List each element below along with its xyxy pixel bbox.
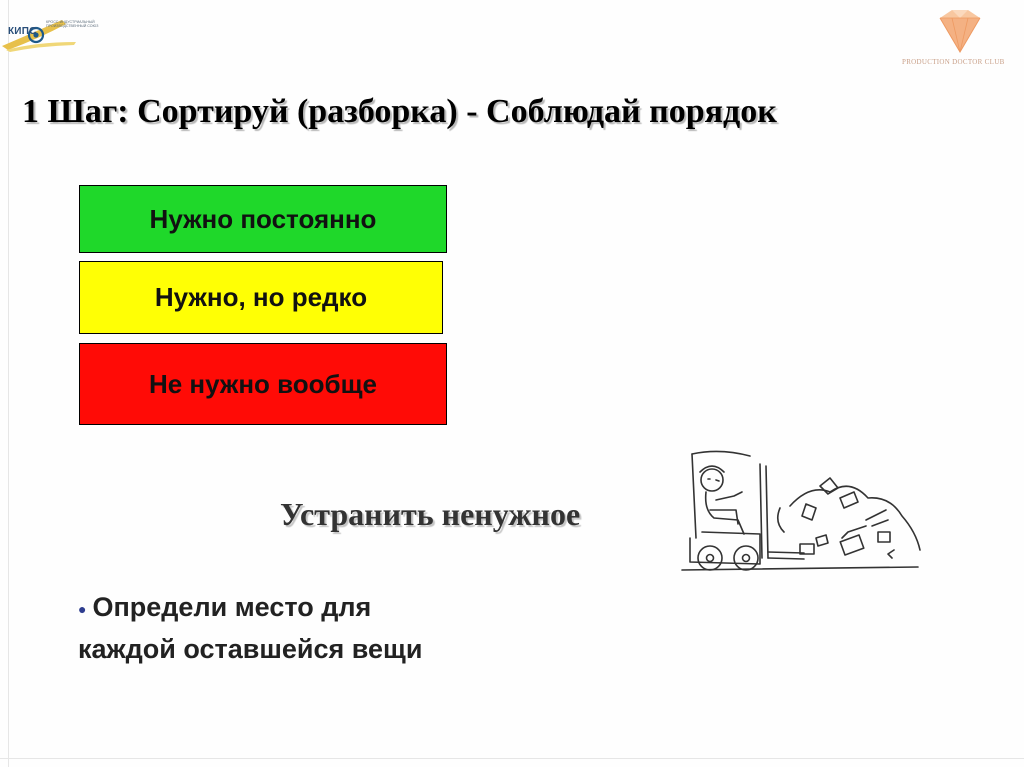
bullet-dot-icon: ●	[78, 600, 87, 617]
category-label-always-needed: Нужно постоянно	[149, 203, 377, 234]
slide-border-left	[8, 0, 9, 767]
bullet-line-1: Определи место для	[92, 592, 372, 622]
category-label-not-needed: Не нужно вообще	[148, 368, 378, 399]
bullet-item	[78, 587, 548, 669]
bullet-line-2: каждой оставшейся вещи	[78, 633, 423, 664]
kips-logo	[0, 12, 120, 54]
diamond-icon	[898, 6, 1024, 58]
category-box-rarely-needed	[79, 261, 443, 334]
category-box-not-needed	[79, 343, 447, 425]
category-box-always-needed	[79, 185, 447, 253]
forklift-sorting-illustration	[680, 446, 924, 576]
kips-logo-tagline: КРОСС-ИНДУСТРИАЛЬНЫЙ ПРОИЗВОДСТВЕННЫЙ СОЮЗ	[46, 20, 99, 29]
kips-logo-label: КИПС	[8, 26, 37, 37]
slide-title: 1 Шаг: Сортируй (разборка) - Соблюдай порядок	[22, 93, 777, 130]
eliminate-heading: Устранить ненужное	[280, 496, 581, 532]
production-doctor-club-logo	[898, 6, 1024, 68]
category-label-rarely-needed: Нужно, но редко	[154, 282, 368, 312]
brand-label: PRODUCTION DOCTOR CLUB	[902, 58, 1005, 66]
slide-border-bottom	[0, 758, 1024, 759]
